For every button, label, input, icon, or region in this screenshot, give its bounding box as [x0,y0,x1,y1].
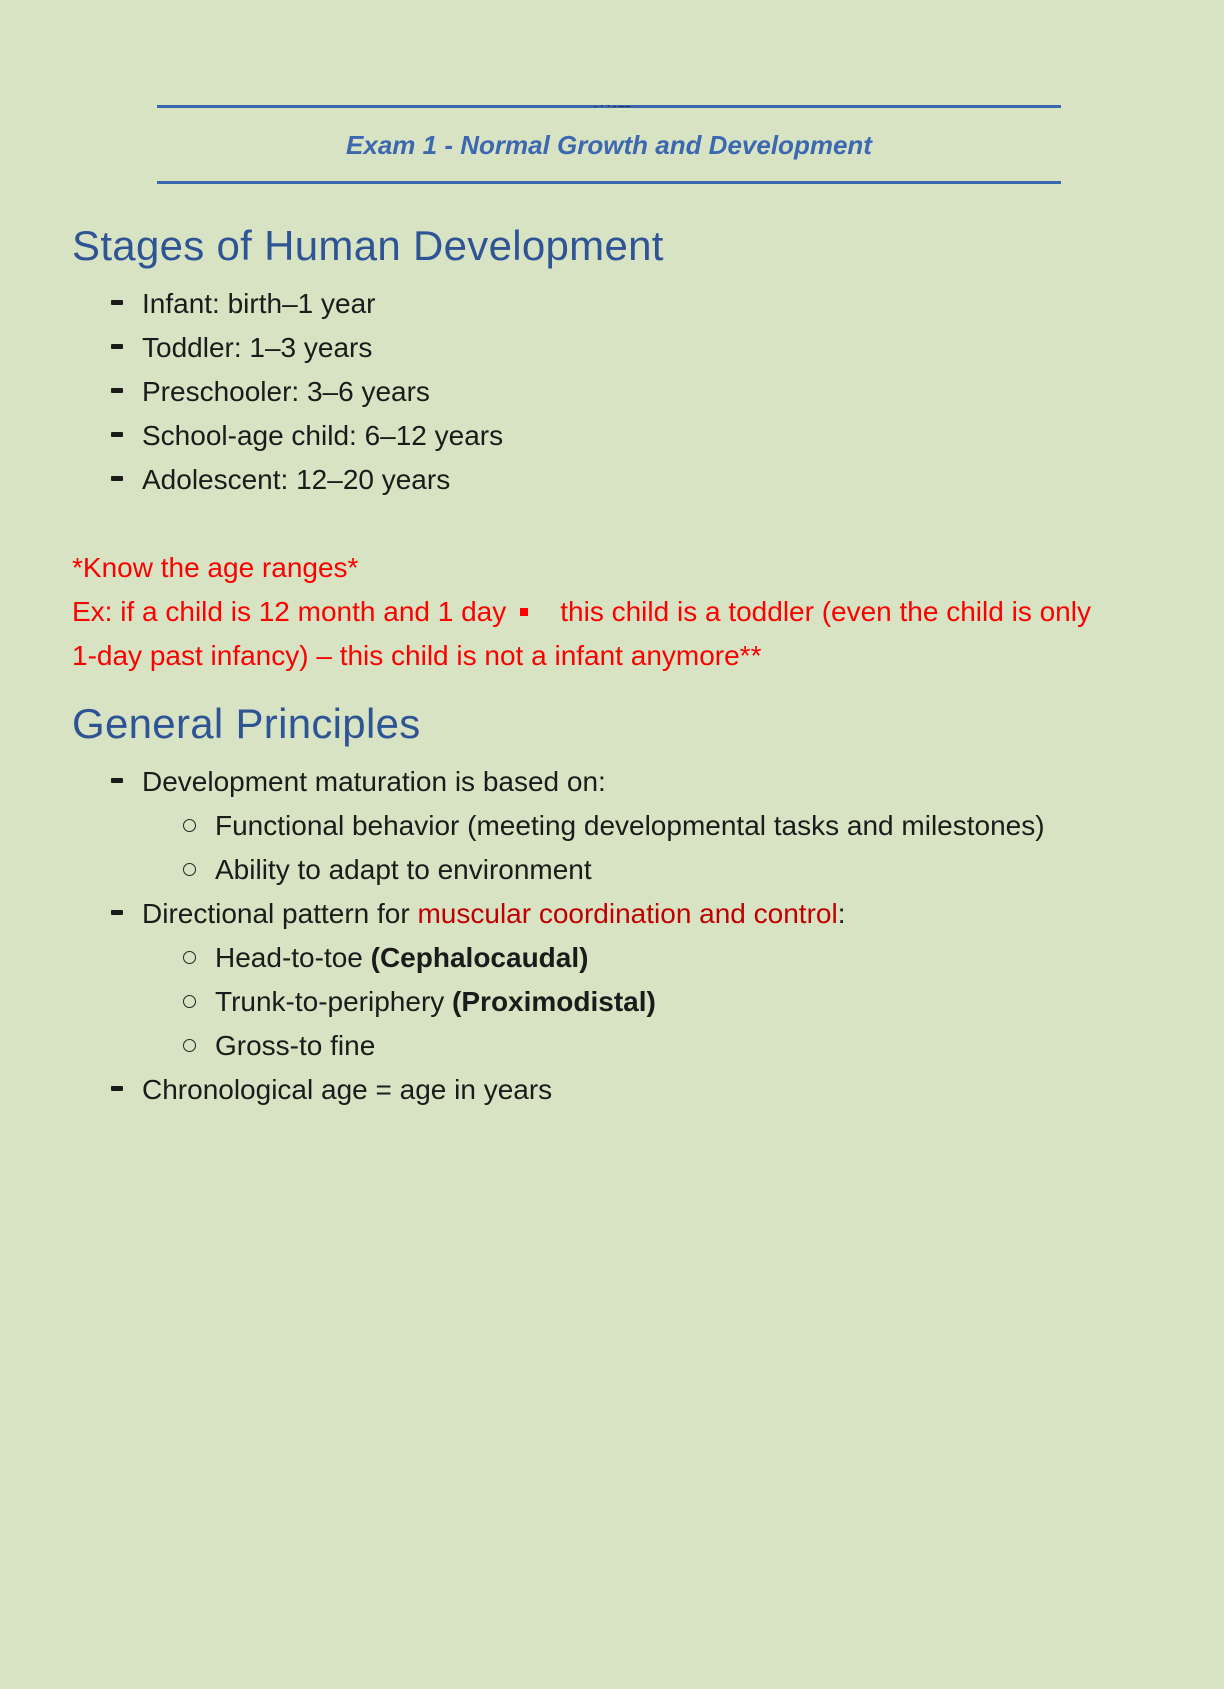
bold-term: (Proximodistal) [452,986,656,1017]
dash-bullet-icon [111,778,123,783]
header-rule-bottom [157,181,1061,184]
document-header [157,105,1061,184]
dash-bullet-icon [111,432,123,437]
circle-bullet-icon [183,1039,196,1052]
list-item [0,936,1224,980]
dash-bullet-icon [111,388,123,393]
list-item-text: Functional behavior (meeting developmental tasks and milestones) [215,810,1045,841]
stages-list [0,282,1224,502]
red-note-text: this child is a toddler (even the child is only [560,596,1091,627]
document-title: Exam 1 - Normal Growth and Development [346,130,872,160]
document-page [0,102,1224,1689]
list-item [0,804,1224,848]
list-item [0,1068,1224,1112]
list-item-text: : [837,898,846,929]
list-item [0,980,1224,1024]
list-item-text: Chronological age = age in years [142,1074,553,1105]
list-item [0,414,1224,458]
red-note-text: Ex: if a child is 12 month and 1 day [72,596,507,627]
list-item [0,282,1224,326]
list-item [0,326,1224,370]
dash-bullet-icon [111,1086,123,1091]
dash-bullet-icon [111,344,123,349]
list-item [0,848,1224,892]
list-item [0,370,1224,414]
small-square-bullet-icon [520,608,528,616]
list-item-text: Development maturation is based on: [142,766,606,797]
list-item-text: Trunk-to-periphery [215,986,453,1017]
list-item-text: Gross-to fine [215,1030,376,1061]
circle-bullet-icon [183,951,196,964]
bold-term: (Cephalocaudal) [370,942,589,973]
dash-bullet-icon [111,476,123,481]
list-item-text: Preschooler: 3–6 years [142,376,430,407]
list-item [0,760,1224,804]
list-item-text: Head-to-toe [215,942,371,973]
list-item-text: Infant: birth–1 year [142,288,376,319]
list-item [0,458,1224,502]
red-note-line: 1-day past infancy) – this child is not a infant anymore** [72,640,762,671]
circle-bullet-icon [183,995,196,1008]
section-heading-stages: Stages of Human Development [72,222,664,269]
list-item-text: Adolescent: 12–20 years [142,464,451,495]
list-item-text: Toddler: 1–3 years [142,332,373,363]
dash-bullet-icon [111,910,123,915]
list-item [0,1024,1224,1068]
highlighted-red-text: muscular coordination and control [417,898,838,929]
page-top-artifact: -··-—— [592,102,632,112]
list-item-text: Directional pattern for [142,898,418,929]
principles-list [0,760,1224,1112]
list-item-text: School-age child: 6–12 years [142,420,504,451]
red-note [72,546,1224,678]
red-note-line [72,590,1224,634]
dash-bullet-icon [111,300,123,305]
section-heading-principles: General Principles [72,700,421,747]
list-item [0,892,1224,936]
circle-bullet-icon [183,819,196,832]
circle-bullet-icon [183,863,196,876]
list-item-text: Ability to adapt to environment [215,854,592,885]
red-note-line: *Know the age ranges* [72,552,359,583]
